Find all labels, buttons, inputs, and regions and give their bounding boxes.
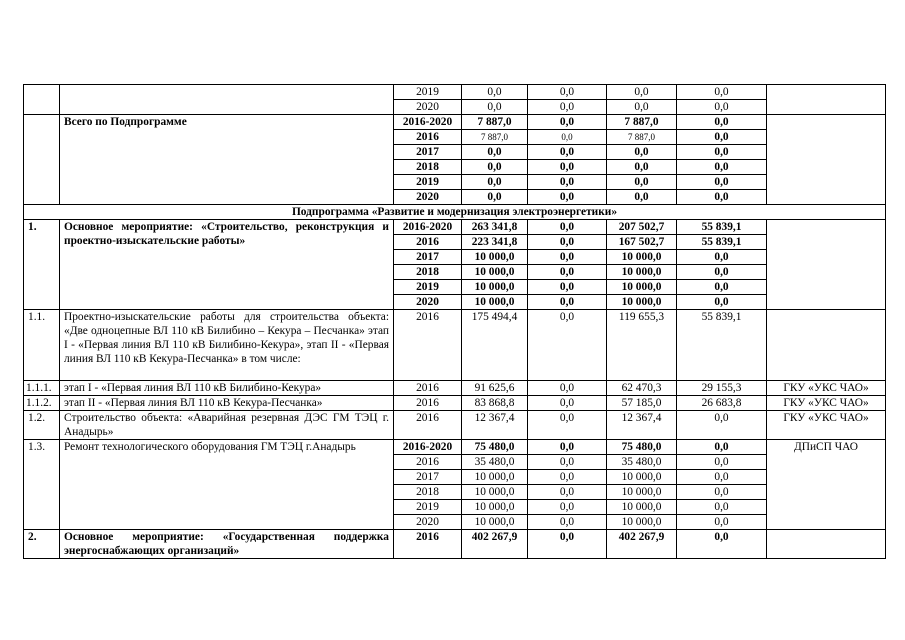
total-cell: 10 000,0 bbox=[462, 515, 528, 530]
other-cell: 0,0 bbox=[677, 265, 767, 280]
federal-cell: 0,0 bbox=[528, 235, 607, 250]
regional-cell: 167 502,7 bbox=[607, 235, 677, 250]
total-cell: 10 000,0 bbox=[462, 265, 528, 280]
executor-cell bbox=[767, 85, 886, 115]
regional-cell: 0,0 bbox=[607, 85, 677, 100]
num-cell bbox=[24, 115, 60, 205]
table-row bbox=[24, 440, 886, 455]
table-row bbox=[24, 85, 886, 100]
other-cell: 0,0 bbox=[677, 455, 767, 470]
regional-cell: 12 367,4 bbox=[607, 411, 677, 440]
year-cell: 2016 bbox=[394, 396, 462, 411]
total-cell: 263 341,8 bbox=[462, 220, 528, 235]
num-cell: 2. bbox=[24, 530, 60, 559]
year-cell: 2017 bbox=[394, 250, 462, 265]
regional-cell: 10 000,0 bbox=[607, 485, 677, 500]
year-cell: 2016 bbox=[394, 310, 462, 381]
total-cell: 402 267,9 bbox=[462, 530, 528, 559]
total-cell: 10 000,0 bbox=[462, 485, 528, 500]
regional-cell: 10 000,0 bbox=[607, 295, 677, 310]
total-cell: 10 000,0 bbox=[462, 295, 528, 310]
executor-cell bbox=[767, 220, 886, 310]
regional-cell: 0,0 bbox=[607, 190, 677, 205]
year-cell: 2016 bbox=[394, 130, 462, 145]
federal-cell: 0,0 bbox=[528, 396, 607, 411]
federal-cell: 0,0 bbox=[528, 115, 607, 130]
table-row bbox=[24, 220, 886, 235]
federal-cell: 0,0 bbox=[528, 160, 607, 175]
regional-cell: 10 000,0 bbox=[607, 470, 677, 485]
other-cell: 55 839,1 bbox=[677, 220, 767, 235]
regional-cell: 35 480,0 bbox=[607, 455, 677, 470]
total-cell: 35 480,0 bbox=[462, 455, 528, 470]
year-cell: 2019 bbox=[394, 500, 462, 515]
federal-cell: 0,0 bbox=[528, 310, 607, 381]
year-cell: 2016 bbox=[394, 530, 462, 559]
federal-cell: 0,0 bbox=[528, 85, 607, 100]
table-row bbox=[24, 310, 886, 381]
executor-cell: ГКУ «УКС ЧАО» bbox=[767, 411, 886, 440]
regional-cell: 62 470,3 bbox=[607, 381, 677, 396]
year-cell: 2019 bbox=[394, 280, 462, 295]
total-cell: 175 494,4 bbox=[462, 310, 528, 381]
regional-cell: 10 000,0 bbox=[607, 265, 677, 280]
num-cell: 1. bbox=[24, 220, 60, 310]
table-row bbox=[24, 396, 886, 411]
federal-cell: 0,0 bbox=[528, 485, 607, 500]
federal-cell: 0,0 bbox=[528, 500, 607, 515]
regional-cell: 0,0 bbox=[607, 100, 677, 115]
federal-cell: 0,0 bbox=[528, 220, 607, 235]
total-cell: 0,0 bbox=[462, 85, 528, 100]
other-cell: 0,0 bbox=[677, 100, 767, 115]
table-row bbox=[24, 530, 886, 559]
table-row bbox=[24, 381, 886, 396]
federal-cell: 0,0 bbox=[528, 530, 607, 559]
regional-cell: 207 502,7 bbox=[607, 220, 677, 235]
total-cell: 0,0 bbox=[462, 145, 528, 160]
federal-cell: 0,0 bbox=[528, 175, 607, 190]
other-cell: 0,0 bbox=[677, 130, 767, 145]
total-cell: 12 367,4 bbox=[462, 411, 528, 440]
executor-cell bbox=[767, 530, 886, 559]
regional-cell: 0,0 bbox=[607, 160, 677, 175]
executor-cell: ДПиСП ЧАО bbox=[767, 440, 886, 530]
other-cell: 0,0 bbox=[677, 411, 767, 440]
other-cell: 0,0 bbox=[677, 145, 767, 160]
other-cell: 0,0 bbox=[677, 175, 767, 190]
regional-cell: 119 655,3 bbox=[607, 310, 677, 381]
total-cell: 10 000,0 bbox=[462, 250, 528, 265]
year-cell: 2018 bbox=[394, 160, 462, 175]
table-row bbox=[24, 115, 886, 130]
other-cell: 0,0 bbox=[677, 160, 767, 175]
total-cell: 0,0 bbox=[462, 160, 528, 175]
federal-cell: 0,0 bbox=[528, 470, 607, 485]
desc-cell: Основное мероприятие: «Государственная поддержка энергоснабжающих организаций» bbox=[60, 530, 394, 559]
federal-cell: 0,0 bbox=[528, 250, 607, 265]
desc-cell: Проектно-изыскательские работы для строительства объекта: «Две одноцепные ВЛ 110 кВ Билибино – Кекура – Песчанка» этап I - «Первая линия ВЛ 110 кВ Билибино-Кекура», этап II - «Первая линия ВЛ 110 кВ Кекура-Песчанка» в том числе: bbox=[60, 310, 394, 381]
year-cell: 2016-2020 bbox=[394, 440, 462, 455]
num-cell: 1.1.2. bbox=[24, 396, 60, 411]
desc-cell bbox=[60, 85, 394, 115]
year-cell: 2019 bbox=[394, 85, 462, 100]
federal-cell: 0,0 bbox=[528, 381, 607, 396]
num-cell: 1.1. bbox=[24, 310, 60, 381]
year-cell: 2016 bbox=[394, 235, 462, 250]
regional-cell: 10 000,0 bbox=[607, 500, 677, 515]
table-row bbox=[24, 411, 886, 440]
year-cell: 2016-2020 bbox=[394, 115, 462, 130]
regional-cell: 10 000,0 bbox=[607, 515, 677, 530]
year-cell: 2017 bbox=[394, 145, 462, 160]
total-cell: 0,0 bbox=[462, 100, 528, 115]
total-cell: 75 480,0 bbox=[462, 440, 528, 455]
year-cell: 2016-2020 bbox=[394, 220, 462, 235]
other-cell: 0,0 bbox=[677, 190, 767, 205]
total-cell: 10 000,0 bbox=[462, 500, 528, 515]
num-cell: 1.3. bbox=[24, 440, 60, 530]
executor-cell: ГКУ «УКС ЧАО» bbox=[767, 396, 886, 411]
federal-cell: 0,0 bbox=[528, 440, 607, 455]
regional-cell: 57 185,0 bbox=[607, 396, 677, 411]
other-cell: 0,0 bbox=[677, 115, 767, 130]
other-cell: 55 839,1 bbox=[677, 310, 767, 381]
federal-cell: 0,0 bbox=[528, 145, 607, 160]
desc-cell: этап I - «Первая линия ВЛ 110 кВ Билибино-Кекура» bbox=[60, 381, 394, 396]
desc-cell: этап II - «Первая линия ВЛ 110 кВ Кекура-Песчанка» bbox=[60, 396, 394, 411]
regional-cell: 7 887,0 bbox=[607, 115, 677, 130]
year-cell: 2020 bbox=[394, 100, 462, 115]
other-cell: 0,0 bbox=[677, 440, 767, 455]
other-cell: 26 683,8 bbox=[677, 396, 767, 411]
year-cell: 2020 bbox=[394, 190, 462, 205]
other-cell: 0,0 bbox=[677, 85, 767, 100]
regional-cell: 7 887,0 bbox=[607, 130, 677, 145]
desc-cell: Основное мероприятие: «Строительство, реконструкция и проектно-изыскательские работы» bbox=[60, 220, 394, 310]
total-cell: 223 341,8 bbox=[462, 235, 528, 250]
other-cell: 0,0 bbox=[677, 295, 767, 310]
other-cell: 55 839,1 bbox=[677, 235, 767, 250]
federal-cell: 0,0 bbox=[528, 515, 607, 530]
desc-cell: Строительство объекта: «Аварийная резервная ДЭС ГМ ТЭЦ г. Анадырь» bbox=[60, 411, 394, 440]
regional-cell: 10 000,0 bbox=[607, 280, 677, 295]
regional-cell: 75 480,0 bbox=[607, 440, 677, 455]
total-cell: 91 625,6 bbox=[462, 381, 528, 396]
regional-cell: 402 267,9 bbox=[607, 530, 677, 559]
other-cell: 29 155,3 bbox=[677, 381, 767, 396]
executor-cell bbox=[767, 310, 886, 381]
total-cell: 7 887,0 bbox=[462, 130, 528, 145]
regional-cell: 10 000,0 bbox=[607, 250, 677, 265]
other-cell: 0,0 bbox=[677, 500, 767, 515]
total-cell: 0,0 bbox=[462, 175, 528, 190]
regional-cell: 0,0 bbox=[607, 175, 677, 190]
num-cell bbox=[24, 85, 60, 115]
other-cell: 0,0 bbox=[677, 250, 767, 265]
other-cell: 0,0 bbox=[677, 280, 767, 295]
federal-cell: 0,0 bbox=[528, 100, 607, 115]
other-cell: 0,0 bbox=[677, 515, 767, 530]
table-row bbox=[24, 205, 886, 220]
num-cell: 1.1.1. bbox=[24, 381, 60, 396]
year-cell: 2016 bbox=[394, 455, 462, 470]
year-cell: 2018 bbox=[394, 265, 462, 280]
federal-cell: 0,0 bbox=[528, 295, 607, 310]
total-label: Всего по Подпрограмме bbox=[60, 115, 394, 205]
year-cell: 2019 bbox=[394, 175, 462, 190]
year-cell: 2020 bbox=[394, 515, 462, 530]
total-cell: 10 000,0 bbox=[462, 470, 528, 485]
num-cell: 1.2. bbox=[24, 411, 60, 440]
total-cell: 83 868,8 bbox=[462, 396, 528, 411]
other-cell: 0,0 bbox=[677, 530, 767, 559]
total-cell: 10 000,0 bbox=[462, 280, 528, 295]
total-cell: 7 887,0 bbox=[462, 115, 528, 130]
year-cell: 2016 bbox=[394, 381, 462, 396]
budget-table bbox=[23, 84, 886, 559]
federal-cell: 0,0 bbox=[528, 265, 607, 280]
executor-cell: ГКУ «УКС ЧАО» bbox=[767, 381, 886, 396]
other-cell: 0,0 bbox=[677, 485, 767, 500]
federal-cell: 0,0 bbox=[528, 130, 607, 145]
year-cell: 2017 bbox=[394, 470, 462, 485]
subprogram-heading: Подпрограмма «Развитие и модернизация электроэнергетики» bbox=[24, 205, 886, 220]
year-cell: 2016 bbox=[394, 411, 462, 440]
desc-cell: Ремонт технологического оборудования ГМ ТЭЦ г.Анадырь bbox=[60, 440, 394, 530]
federal-cell: 0,0 bbox=[528, 190, 607, 205]
federal-cell: 0,0 bbox=[528, 280, 607, 295]
federal-cell: 0,0 bbox=[528, 455, 607, 470]
year-cell: 2020 bbox=[394, 295, 462, 310]
other-cell: 0,0 bbox=[677, 470, 767, 485]
federal-cell: 0,0 bbox=[528, 411, 607, 440]
executor-cell bbox=[767, 115, 886, 205]
total-cell: 0,0 bbox=[462, 190, 528, 205]
year-cell: 2018 bbox=[394, 485, 462, 500]
regional-cell: 0,0 bbox=[607, 145, 677, 160]
